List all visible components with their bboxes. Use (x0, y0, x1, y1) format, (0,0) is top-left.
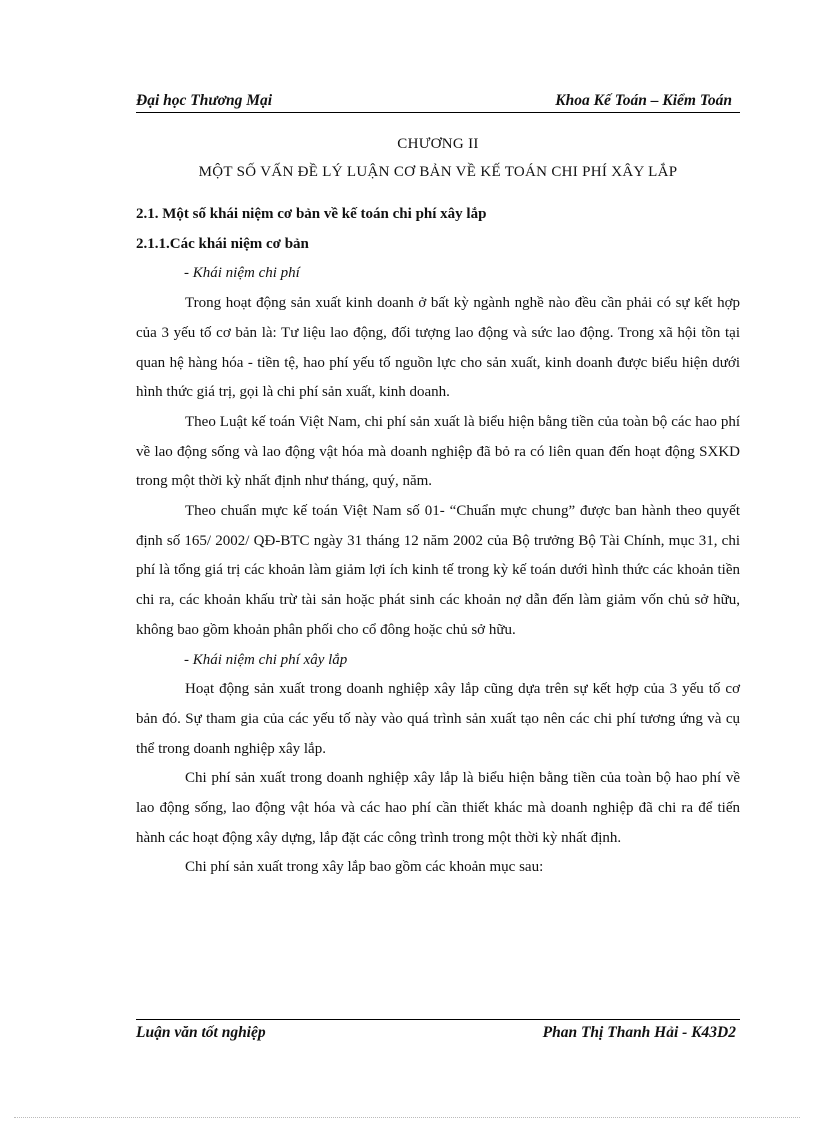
paragraph: Theo Luật kế toán Việt Nam, chi phí sản xuất là biểu hiện bằng tiền của toàn bộ các hao phí về lao động sống và lao động vật hóa mà doanh nghiệp đã bỏ ra có liên quan đến hoạt động SXKD trong một thời kỳ nhất định như tháng, quý, năm. (136, 413, 740, 490)
item-cost-concept: - Khái niệm chi phí (184, 265, 300, 282)
item-construction-cost-concept: - Khái niệm chi phí xây lắp (184, 651, 348, 668)
page-header (136, 90, 740, 113)
page-bottom-divider (14, 1117, 800, 1118)
chapter-title: MỘT SỐ VẤN ĐỀ LÝ LUẬN CƠ BẢN VỀ KẾ TOÁN CHI PHÍ XÂY LẮP (198, 164, 678, 180)
page-footer (136, 1019, 740, 1046)
footer-thesis: Luận văn tốt nghiệp (136, 1024, 266, 1041)
paragraph: Chi phí sản xuất trong xây lắp bao gồm các khoản mục sau: (185, 859, 544, 876)
chapter-number: CHƯƠNG II (397, 136, 479, 152)
footer-author: Phan Thị Thanh Hải - K43D2 (542, 1024, 736, 1041)
section-heading-2-1-1: 2.1.1.Các khái niệm cơ bản (136, 235, 309, 252)
paragraph: Chi phí sản xuất trong doanh nghiệp xây lắp là biểu hiện bằng tiền của toàn bộ hao phí về lao động sống, lao động vật hóa và các hao phí cần thiết khác mà doanh nghiệp đã chi ra để tiến hành các hoạt động xây dựng, lắp đặt các công trình trong một thời kỳ nhất định. (136, 770, 740, 846)
paragraph: Theo chuẩn mực kế toán Việt Nam số 01- “Chuẩn mực chung” được ban hành theo quyết định số 165/ 2002/ QĐ-BTC ngày 31 tháng 12 năm 2002 của Bộ trưởng Bộ Tài Chính, mục 31, chi phí là tổng giá trị các khoản làm giảm lợi ích kinh tế trong kỳ kế toán dưới hình thức các khoản tiền chi ra, các khoản khấu trừ tài sản hoặc phát sinh các khoản nợ dẫn đến làm giảm vốn chủ sở hữu, không bao gồm khoản phân phối cho cổ đông hoặc chủ sở hữu. (136, 503, 740, 638)
section-heading-2-1: 2.1. Một số khái niệm cơ bản về kế toán chi phí xây lắp (136, 206, 487, 222)
header-university: Đại học Thương Mại (136, 92, 273, 109)
paragraph: Hoạt động sản xuất trong doanh nghiệp xây lắp cũng dựa trên sự kết hợp của 3 yếu tố cơ bản đó. Sự tham gia của các yếu tố này vào quá trình sản xuất tạo nên các chi phí tương ứng và cụ thể trong doanh nghiệp xây lắp. (136, 681, 740, 757)
paragraph: Trong hoạt động sản xuất kinh doanh ở bất kỳ ngành nghề nào đều cần phải có sự kết hợp của 3 yếu tố cơ bản là: Tư liệu lao động, đối tượng lao động và sức lao động. Trong xã hội tồn tại quan hệ hàng hóa - tiền tệ, hao phí yếu tố nguồn lực cho sản xuất, kinh doanh được biểu hiện dưới hình thức giá trị, gọi là chi phí sản xuất, kinh doanh. (136, 295, 740, 401)
header-faculty: Khoa Kế Toán – Kiểm Toán (555, 92, 732, 109)
document-body (136, 200, 740, 883)
